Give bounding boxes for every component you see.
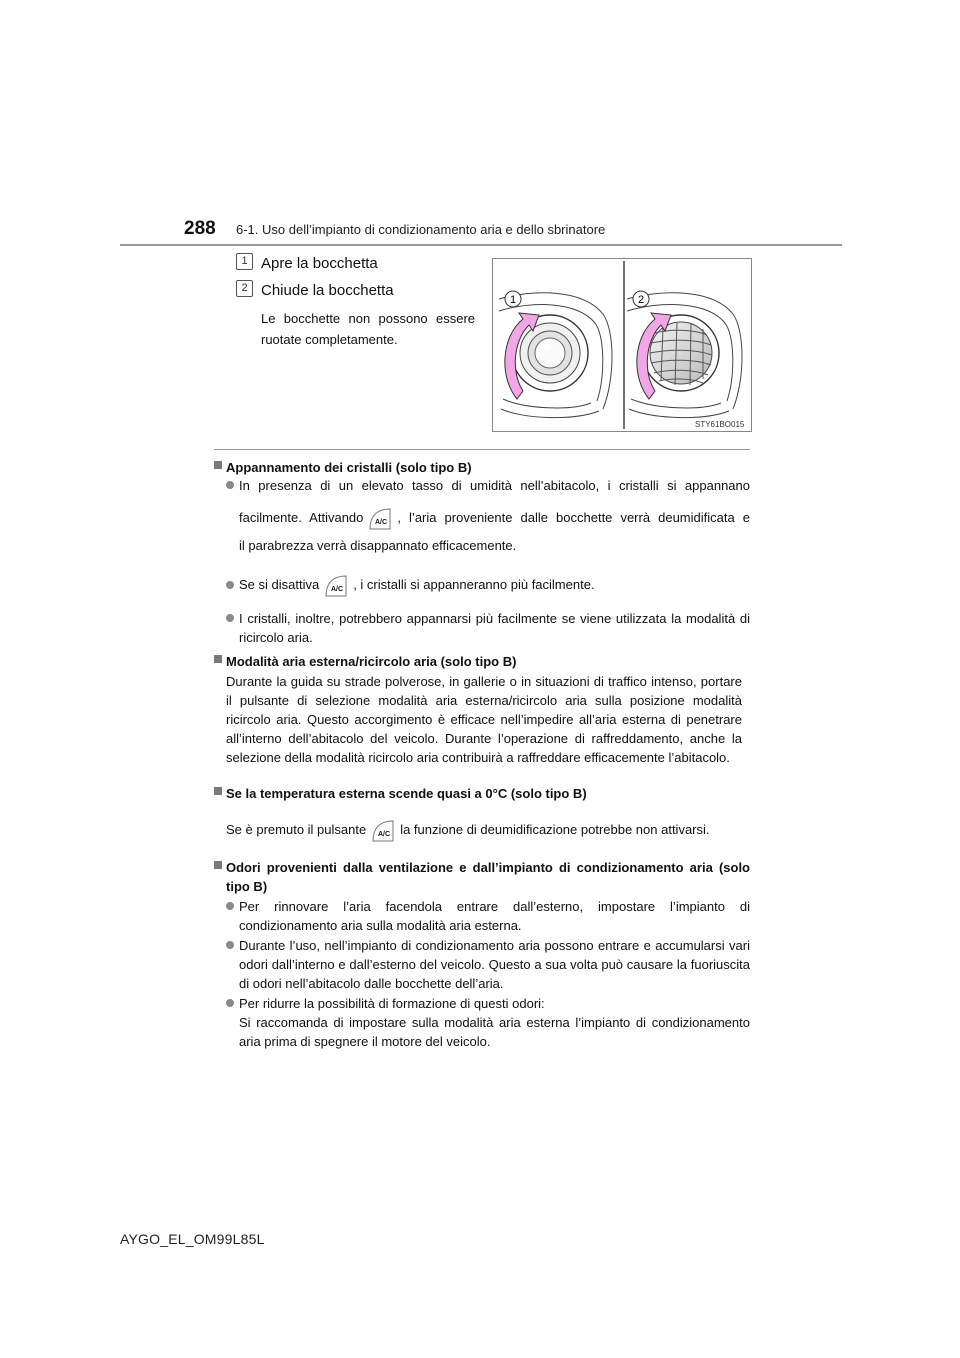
low-temp-start: Se è premuto il pulsante xyxy=(226,822,367,837)
section-title-low-temp: Se la temperatura esterna scende quasi a 0°C (solo tipo B) xyxy=(214,784,750,803)
bullet-humidity-line2-end: , l’aria proveniente dalle bocchette verrà deumidificata e xyxy=(397,510,750,525)
bullet-ac-off-end: , i cristalli si appanneranno più facilmente. xyxy=(353,577,595,592)
bullet-recirculation-fog: I cristalli, inoltre, potrebbero appannarsi più facilmente se viene utilizzata la modalità di ricircolo aria. xyxy=(226,609,750,647)
ac-button-icon xyxy=(370,818,396,844)
bullet-fresh-air: Per rinnovare l’aria facendola entrare dall’esterno, impostare l’impianto di condizionamento aria sulla modalità aria esterna. xyxy=(226,897,750,935)
reduce-odors-line2: Si raccomanda di impostare sulla modalità aria esterna l’impianto di condizionamento aria prima di spegnere il motore del veicolo. xyxy=(239,1015,750,1049)
ac-button-icon xyxy=(367,506,393,532)
bullet-reduce-odors xyxy=(226,994,750,1051)
section-title-odors: Odori provenienti dalla ventilazione e dall’impianto di condizionamento aria (solo tipo B) xyxy=(214,858,750,896)
bullet-humidity-line1: In presenza di un elevato tasso di umidità nell’abitacolo, i cristalli si appannano xyxy=(239,478,750,493)
reduce-odors-line1: Per ridurre la possibilità di formazione di questi odori: xyxy=(239,996,545,1011)
step-number-1: 1 xyxy=(236,253,253,270)
bullet-ac-off-start: Se si disattiva xyxy=(239,577,320,592)
bullet-humidity xyxy=(226,476,750,555)
figure-callout-1: 1 xyxy=(509,294,517,306)
vent-drawing xyxy=(493,259,751,431)
bullet-humidity-line2-start: facilmente. Attivando xyxy=(239,510,364,525)
svg-text:A/C: A/C xyxy=(378,830,391,838)
low-temp-end: la funzione di deumidificazione potrebbe non attivarsi. xyxy=(400,822,710,837)
document-code: AYGO_EL_OM99L85L xyxy=(120,1231,265,1247)
svg-text:A/C: A/C xyxy=(331,585,344,593)
page-number: 288 xyxy=(184,218,216,239)
chapter-title: 6-1. Uso dell’impianto di condizionamento aria e dello sbrinatore xyxy=(236,222,606,237)
steps-note: Le bocchette non possono essere ruotate completamente. xyxy=(261,311,475,347)
section-title-air-mode: Modalità aria esterna/ricircolo aria (solo tipo B) xyxy=(214,652,750,671)
svg-text:A/C: A/C xyxy=(375,518,388,526)
step-label-close: Chiude la bocchetta xyxy=(261,282,394,299)
air-mode-paragraph: Durante la guida su strade polverose, in gallerie o in situazioni di traffico intenso, portare il pulsante di selezione modalità aria esterna/ricircolo aria sulla posizione modalità ricircolo aria. Questo accorgimento è efficace nell’impedire all’aria esterna di penetrare all’interno dell’abitacolo del veicolo. Durante l’operazione di raffreddamento, anche la selezione della modalità ricircolo aria contribuirà a raffreddare efficacemente l’abitacolo. xyxy=(226,674,742,765)
header-rule xyxy=(120,244,842,246)
figure-code: STY61BO015 xyxy=(695,420,745,429)
section-title-fogging: Appannamento dei cristalli (solo tipo B) xyxy=(214,458,750,477)
step-label-open: Apre la bocchetta xyxy=(261,255,378,272)
section-separator xyxy=(214,449,750,450)
ac-button-icon xyxy=(323,573,349,599)
bullet-odor-accumulation: Durante l’uso, nell’impianto di condizionamento aria possono entrare e accumularsi vari odori dall’interno e dall’esterno del veicolo. Questo a sua volta può causare la fuoriuscita di odori nell’abitacolo dalle bocchette dell’aria. xyxy=(226,936,750,993)
bullet-ac-off xyxy=(226,576,750,599)
figure-callout-2: 2 xyxy=(637,294,645,306)
step-number-2: 2 xyxy=(236,280,253,297)
vent-illustration xyxy=(492,258,752,432)
low-temp-paragraph xyxy=(226,816,742,844)
bullet-humidity-line3: il parabrezza verrà disappannato efficacemente. xyxy=(239,538,517,553)
